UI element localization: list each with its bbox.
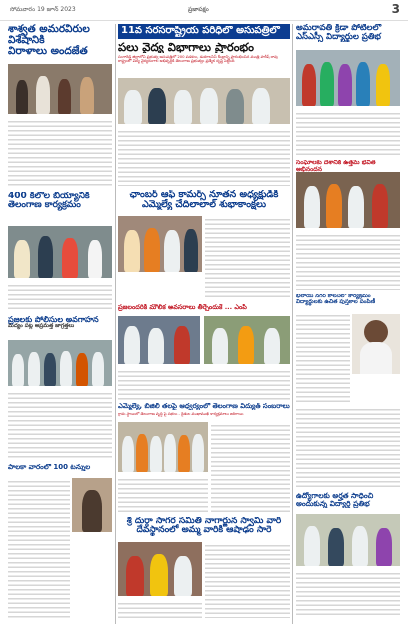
headline-line: అమరావతి క్రీడా పోటీలలో (296, 24, 382, 33)
article-body (118, 476, 208, 514)
meeting-photo (118, 78, 290, 124)
rally-photo (8, 340, 112, 386)
article-body (8, 282, 112, 312)
article-a11: పాలకా వారంలో 100 టన్నుల (8, 464, 91, 471)
page-number: 3 (391, 2, 400, 16)
article-body (296, 406, 400, 488)
ceremony-photo (8, 226, 112, 278)
article-a5: సంఘాలకు దేశానికి ఉత్తమ భవిత అభినందన (296, 160, 376, 173)
article-body (205, 542, 290, 618)
sports-photo (118, 316, 200, 364)
sports-photo (296, 50, 400, 106)
headline-line: ఎమ్మెల్యే చేదిలాలాల్ శుభాకాంక్షలు (142, 198, 266, 210)
headline-line: 400 కిలోల బియ్యానికి (8, 192, 90, 201)
page-header (0, 0, 408, 21)
headline-line: విరాళాలు అందజేత (8, 45, 88, 58)
article-a9 (8, 316, 112, 330)
headline-line: తెలంగాణ కార్యక్రమం (8, 200, 81, 211)
headline-line: మద్యం పట్ల అప్రమత్త జాగ్రత్తలు (8, 323, 75, 330)
article-body (296, 110, 400, 156)
article-a8 (296, 294, 400, 306)
article-body (8, 390, 112, 460)
column-divider (292, 24, 293, 624)
article-a2 (118, 24, 290, 64)
ceremony-photo (204, 316, 290, 364)
rally-photo (118, 422, 208, 472)
article-body (205, 216, 290, 300)
article-a7 (8, 192, 112, 211)
temple-photo (118, 542, 202, 596)
article-a12 (296, 492, 400, 508)
felicitation-photo (296, 172, 400, 228)
article-a13 (118, 517, 290, 536)
portrait-photo (352, 314, 400, 374)
article-body (296, 570, 400, 618)
article-body (118, 600, 202, 618)
article-body (118, 368, 290, 400)
group-photo (296, 514, 400, 566)
article-body (296, 232, 400, 290)
subheadline: గ్రామ స్థాయిలో తెలంగాణ వృద్ధి పై సభలు - రైతుల ముఖాముఖి కార్యక్రమాలు జరిగాయి (118, 411, 244, 417)
headline-line: శాశ్వత అమరవీరుల విశేషానికి (8, 24, 90, 47)
article-a3 (296, 24, 400, 42)
headline-line: ఉద్యోగాలకు అర్హత సాధించి (296, 492, 374, 500)
felicitation-photo (118, 216, 202, 272)
headline-line: భిలాయ్ నగర్ కాలనీలో కార్యక్రమం (296, 294, 371, 299)
headline-line: ఛాంబర్ ఆఫ్ కామర్స్ నూతన అధ్యక్షుడికి (129, 190, 279, 200)
headline-line: పలు వైద్య విభాగాలు ప్రారంభం (118, 40, 254, 53)
article-a10: ఎమ్మెల్యే, బిజిలీ తలపై ఆధ్వర్యంలో తెలంగాణ విద్యుత్ సంబరాలు గ్రామ స్థాయిలో తెలంగాణ వృద్ధి పై సభలు - రైతుల ముఖాముఖి కార్యక్రమాలు జరిగాయి (118, 403, 290, 417)
headline (8, 24, 112, 57)
article-body (211, 422, 290, 514)
headline-line: అందుకున్న విద్యార్థి ప్రతిభ (296, 498, 370, 508)
article-body (118, 128, 290, 186)
column-divider (115, 24, 116, 624)
headline-line: 11వ సరసరాష్ట్రీయ పరిధిలో అసుపత్రిలో (121, 26, 280, 36)
headline-line: ఎస్ఎస్సీ విద్యార్థుల ప్రతిభ (296, 31, 381, 42)
headline-line: ప్రజలకు పోలీసుల అవగాహన (8, 316, 99, 324)
group-photo (8, 64, 112, 114)
article-body (296, 312, 350, 404)
headline-line: దేవస్థానంలో అమ్మ వారికి ఆషాఢం సారె (136, 525, 272, 536)
article-a1 (8, 24, 112, 57)
headline-line: విద్యార్థులకు ఉచిత పుస్తకాల పంపిణీ (296, 298, 376, 305)
article-a6: ప్రజలందరికీ మౌలిక అవసరాలు తీర్చేందుకే ... ఎంపీ (118, 304, 247, 311)
article-body (8, 478, 70, 618)
article-a4 (118, 190, 290, 210)
portrait-photo (72, 478, 112, 532)
article-body (8, 118, 112, 188)
subheadline: సంగారెడ్డి జిల్లాలోని ప్రభుత్వ ఆసుపత్రిలో 200 పడకలు, డయాలసిస్ కేంద్రాన్ని ప్రారంభించిన మంత్రి హరీష్ రావు రాష్ట్రంలో విద్య వైద్యరంగాల అభివృద్ధికి తెలంగాణ ప్రభుత్వం ప్రత్యేక దృష్టి పెట్టింది (118, 53, 278, 64)
issue-date: సోమవారం 19 జూన్ 2023 (10, 6, 76, 13)
newspaper-name: ప్రజాపక్షం (188, 6, 209, 13)
headline-line: శ్రీ దుర్గా సాగర సమితి నాగార్జున స్వామి వారి (126, 517, 282, 526)
